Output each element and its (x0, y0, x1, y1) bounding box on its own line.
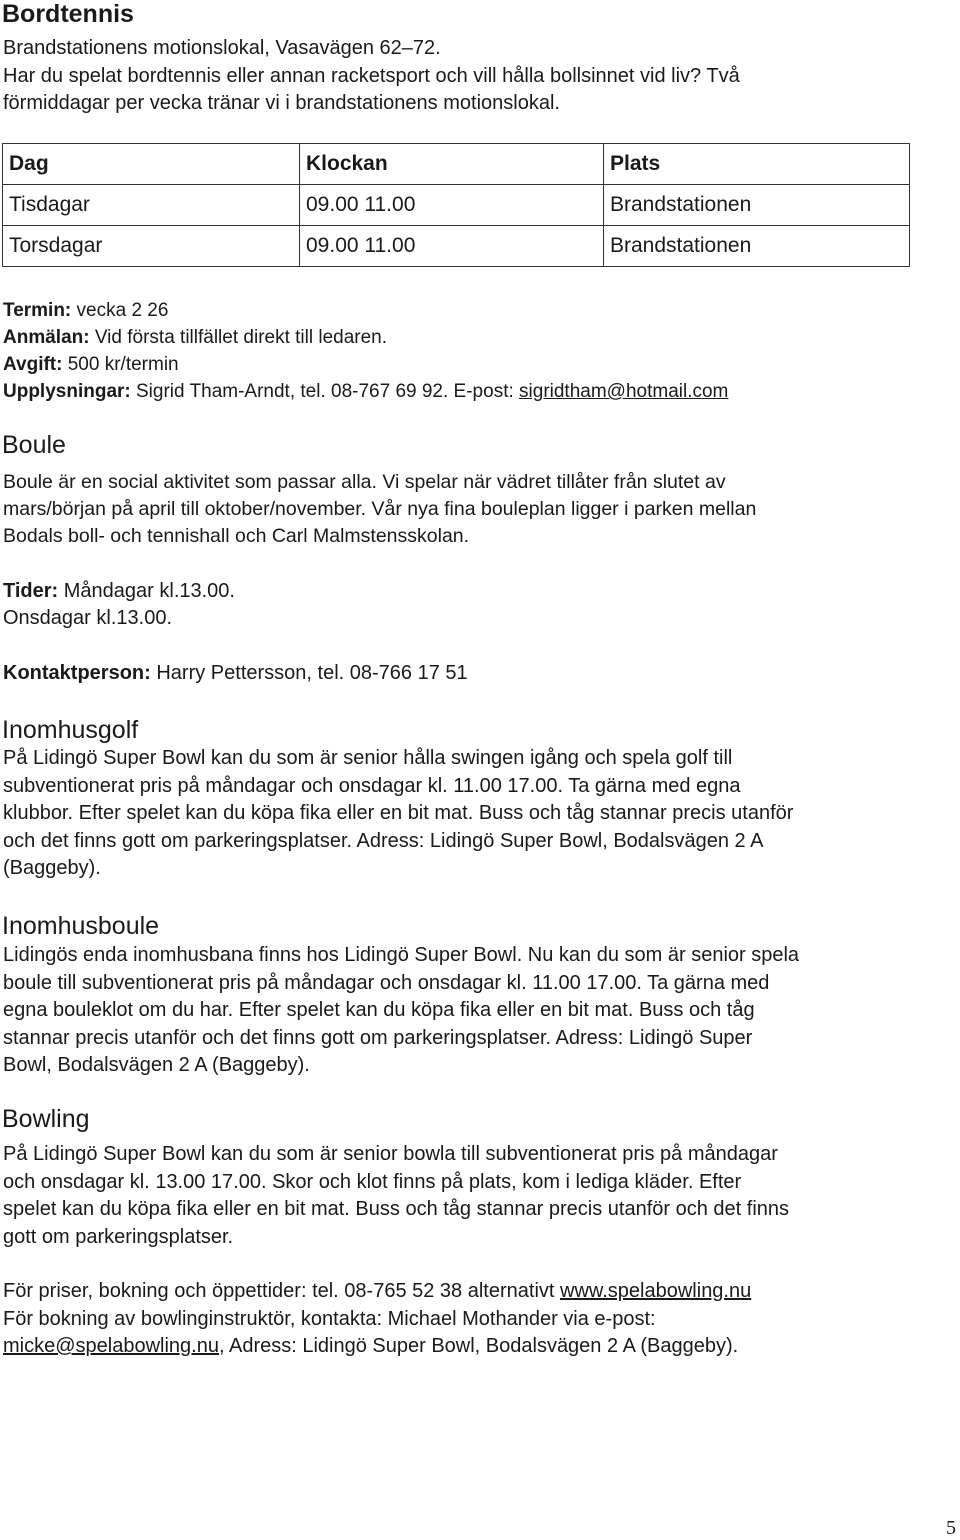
inomhusboule-line: Lidingös enda inomhusbana finns hos Lidingö Super Bowl. Nu kan du som är senior spela (3, 944, 800, 966)
inomhusgolf-line: klubbor. Efter spelet kan du köpa fika eller en bit mat. Buss och tåg stannar precis utanför (3, 802, 794, 825)
table-row (3, 185, 910, 226)
bowling-line: På Lidingö Super Bowl kan du som är senior bowla till subventionerat pris på måndagar (3, 1143, 778, 1165)
inomhusboule-line: boule till subventionerat pris på måndagar och onsdagar kl. 11.00 17.00. Ta gärna med (3, 971, 770, 994)
upplysningar-line (3, 378, 728, 405)
heading-bordtennis: Bordtennis (2, 0, 134, 28)
inomhusgolf-line: (Baggeby). (3, 857, 101, 880)
anmalan-label: Anmälan: (3, 327, 90, 348)
bordtennis-intro-line: Har du spelat bordtennis eller annan racketsport och vill hålla bollsinnet vid liv? Två (3, 64, 740, 87)
boule-intro (3, 469, 756, 550)
bowling-line: spelet kan du köpa fika eller en bit mat. Buss och tåg stannar precis utanför och det finns (3, 1198, 790, 1221)
upplysningar-value: Sigrid Tham-Arndt, tel. 08-767 69 92. E-post: (130, 381, 520, 402)
table-cell: 09.00 11.00 (300, 226, 604, 267)
heading-bowling: Bowling (2, 1105, 90, 1133)
bordtennis-intro-line: förmiddagar per vecka tränar vi i brandstationens motionslokal. (3, 92, 560, 115)
heading-boule: Boule (2, 431, 66, 459)
table-cell: Brandstationen (604, 226, 910, 267)
bowling-text (3, 1141, 789, 1251)
inomhusboule-line: egna bouleklot om du har. Efter spelet kan du köpa fika eller en bit mat. Buss och tåg (3, 999, 755, 1022)
avgift-line (3, 351, 179, 378)
table-header-cell: Klockan (300, 144, 604, 185)
boule-line: Boule är en social aktivitet som passar alla. Vi spelar när vädret tillåter från slutet av (3, 471, 726, 493)
table-cell: Torsdagar (3, 226, 300, 267)
inomhusgolf-line: och det finns gott om parkeringsplatser. Adress: Lidingö Super Bowl, Bodalsvägen 2 A (3, 829, 764, 852)
kontakt-label: Kontaktperson: (3, 662, 151, 684)
bowling-address-text: , Adress: Lidingö Super Bowl, Bodalsvägen 2 A (Baggeby). (218, 1335, 739, 1358)
bowling-prices-line (3, 1278, 751, 1306)
email-link-micke[interactable]: micke@spelabowling.nu (3, 1335, 219, 1358)
page-number: 5 (946, 1517, 956, 1539)
table-cell: 09.00 11.00 (300, 185, 604, 226)
heading-inomhusboule: Inomhusboule (2, 912, 160, 940)
table-cell: Brandstationen (604, 185, 910, 226)
tider-line-2: Onsdagar kl.13.00. (3, 607, 172, 629)
termin-label: Termin: (3, 300, 72, 321)
bowling-line: och onsdagar kl. 13.00 17.00. Skor och klot finns på plats, kom i lediga kläder. Efter (3, 1170, 742, 1193)
avgift-label: Avgift: (3, 354, 63, 375)
inomhusboule-text (3, 942, 799, 1080)
boule-line: mars/början på april till oktober/november. Vår nya fina bouleplan ligger i parken mellan (3, 498, 757, 520)
anmalan-value: Vid första tillfället direkt till ledaren. (89, 327, 388, 348)
tider-label: Tider: (3, 580, 59, 602)
termin-line (3, 297, 168, 324)
schedule-table (2, 143, 910, 267)
inomhusgolf-line: På Lidingö Super Bowl kan du som är senior hålla swingen igång och spela golf till (3, 747, 733, 769)
inomhusgolf-line: subventionerat pris på måndagar och onsdagar kl. 11.00 17.00. Ta gärna med egna (3, 774, 741, 797)
upplysningar-label: Upplysningar: (3, 381, 131, 402)
table-row (3, 226, 910, 267)
bordtennis-intro-line: Brandstationens motionslokal, Vasavägen 62–72. (3, 37, 441, 59)
inomhusboule-line: Bowl, Bodalsvägen 2 A (Baggeby). (3, 1054, 310, 1077)
table-header-cell: Plats (604, 144, 910, 185)
inomhusboule-line: stannar precis utanför och det finns gott om parkeringsplatser. Adress: Lidingö Super (3, 1026, 753, 1049)
kontakt-value: Harry Pettersson, tel. 08-766 17 51 (150, 662, 468, 684)
inomhusgolf-text (3, 745, 793, 883)
kontakt-line (3, 660, 468, 688)
heading-inomhusgolf: Inomhusgolf (2, 716, 139, 744)
table-cell: Tisdagar (3, 185, 300, 226)
spelabowling-link[interactable]: www.spelabowling.nu (560, 1280, 752, 1302)
anmalan-line (3, 324, 387, 351)
bowling-instructor-line: För bokning av bowlinginstruktör, kontakta: Michael Mothander via e-post: (3, 1307, 656, 1330)
termin-value: vecka 2 26 (71, 300, 169, 321)
bowling-contact (3, 1278, 751, 1361)
table-header-cell: Dag (3, 144, 300, 185)
table-header-row (3, 144, 910, 185)
boule-line: Bodals boll- och tennishall och Carl Malmstensskolan. (3, 525, 470, 547)
avgift-value: 500 kr/termin (62, 354, 179, 375)
email-link-sigrid[interactable]: sigridtham@hotmail.com (519, 381, 729, 402)
tider-line (3, 578, 235, 606)
tider-value: Måndagar kl.13.00. (58, 580, 235, 602)
bowling-email-line (3, 1333, 751, 1361)
bordtennis-intro (3, 35, 740, 118)
bowling-prices-text: För priser, bokning och öppettider: tel. 08-765 52 38 alternativt (3, 1280, 561, 1302)
bowling-line: gott om parkeringsplatser. (3, 1225, 234, 1248)
